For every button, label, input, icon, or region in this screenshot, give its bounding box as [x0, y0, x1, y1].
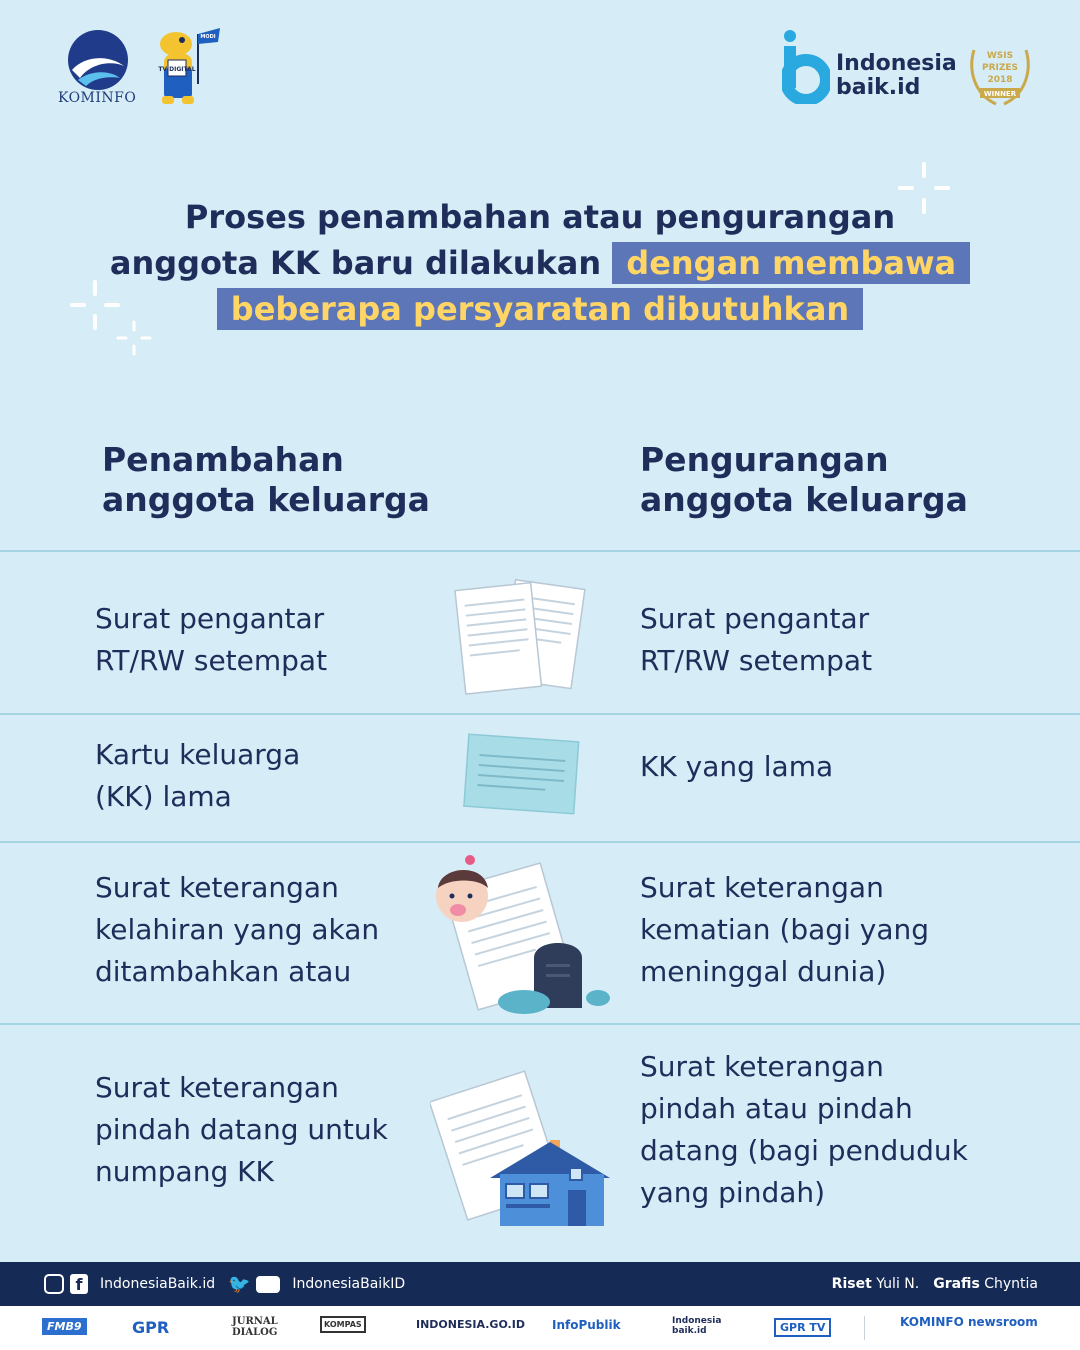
social-handle-1[interactable]: IndonesiaBaik.id: [100, 1276, 216, 1292]
youtube-icon[interactable]: [256, 1276, 280, 1293]
title-line-1: Proses penambahan atau pengurangan: [184, 198, 896, 236]
text-line: Surat pengantar: [640, 602, 870, 635]
text-line: Kartu keluarga: [95, 738, 301, 771]
partner-logo[interactable]: FMB9: [42, 1318, 87, 1335]
wsis-line2: PRIZES: [981, 63, 1019, 73]
mascot-badge: TV DIGITAL: [158, 66, 196, 73]
column-heading-pengurangan: [640, 440, 968, 520]
modi-mascot-icon: [146, 24, 222, 108]
text-line: numpang KK: [95, 1155, 274, 1188]
title-line-2-plain: anggota KK baru dilakukan: [109, 244, 602, 282]
partner-logo[interactable]: INDONESIA.GO.ID: [416, 1318, 525, 1331]
text-line: Surat pengantar: [95, 602, 325, 635]
footer-bar: [0, 1262, 1080, 1306]
partner-logo[interactable]: KOMINFO newsroom: [900, 1315, 1038, 1329]
text-line: Surat keterangan: [95, 1071, 339, 1104]
text-line: pindah datang untuk: [95, 1113, 388, 1146]
birth-death-certificate-icon: [430, 852, 610, 1018]
text-line: kelahiran yang akan: [95, 913, 380, 946]
row-divider: [0, 713, 1080, 715]
text-line: kematian (bagi yang: [640, 913, 929, 946]
requirement-left-3: [95, 867, 435, 993]
indonesia-baik-wordmark: [836, 52, 957, 100]
requirement-right-4: [640, 1046, 1040, 1214]
text-line: (KK) lama: [95, 780, 232, 813]
riset-name: Yuli N.: [876, 1276, 920, 1292]
row-divider: [0, 550, 1080, 552]
ib-line2: baik.id: [836, 75, 921, 100]
right-heading-line-1: Pengurangan: [640, 440, 889, 479]
social-handle-2[interactable]: IndonesiaBaikID: [292, 1276, 406, 1292]
text-line: RT/RW setempat: [95, 644, 328, 677]
requirement-right-1: [640, 598, 1040, 682]
requirement-left-2: [95, 734, 435, 818]
partner-logo[interactable]: GPR TV: [774, 1318, 831, 1337]
title-line-3: [0, 286, 1080, 332]
moving-house-document-icon: [430, 1068, 610, 1230]
text-line: KK yang lama: [640, 750, 834, 783]
wsis-line3: 2018: [987, 75, 1013, 85]
partner-logo[interactable]: InfoPublik: [552, 1318, 621, 1332]
riset-credit: [832, 1276, 920, 1292]
text-line: Surat keterangan: [640, 871, 884, 904]
text-line: Surat keterangan: [640, 1050, 884, 1083]
grafis-name: Chyntia: [984, 1276, 1038, 1292]
grafis-credit: [933, 1276, 1038, 1292]
requirement-right-2: [640, 746, 1040, 788]
indonesia-baik-logo-icon: [782, 30, 830, 104]
partner-logo[interactable]: KOMPAS: [320, 1316, 366, 1333]
right-heading-line-2: anggota keluarga: [640, 480, 968, 519]
row-divider: [0, 1023, 1080, 1025]
column-heading-penambahan: [102, 440, 430, 520]
wsis-prize-badge-icon: [966, 40, 1034, 110]
ib-line1: Indonesia: [836, 51, 957, 76]
text-line: meninggal dunia): [640, 955, 887, 988]
left-heading-line-1: Penambahan: [102, 440, 344, 479]
wsis-line4: WINNER: [983, 90, 1017, 98]
partner-logo[interactable]: GPR: [132, 1318, 170, 1337]
facebook-icon[interactable]: f: [70, 1274, 88, 1294]
title-line-2: [0, 240, 1080, 286]
page-title: [0, 194, 1080, 332]
requirement-left-1: [95, 598, 435, 682]
row-divider: [0, 841, 1080, 843]
text-line: pindah atau pindah: [640, 1092, 913, 1125]
text-line: Surat keterangan: [95, 871, 339, 904]
partner-logos-bar: [0, 1306, 1080, 1350]
partner-logo[interactable]: Indonesia baik.id: [672, 1316, 722, 1336]
left-heading-line-2: anggota keluarga: [102, 480, 430, 519]
requirement-left-4: [95, 1067, 435, 1193]
title-highlight-1: dengan membawa: [612, 242, 970, 284]
family-card-icon: [456, 730, 586, 826]
partner-divider: [864, 1316, 865, 1340]
text-line: ditambahkan atau: [95, 955, 352, 988]
social-group-2: [228, 1262, 405, 1306]
social-group-1: [44, 1262, 215, 1306]
text-line: datang (bagi penduduk: [640, 1134, 968, 1167]
requirement-right-3: [640, 867, 1040, 993]
text-line: yang pindah): [640, 1176, 826, 1209]
twitter-icon[interactable]: 🐦: [228, 1273, 251, 1295]
wsis-line1: WSIS: [986, 51, 1014, 61]
instagram-icon[interactable]: [44, 1274, 64, 1294]
title-highlight-2: beberapa persyaratan dibutuhkan: [217, 288, 863, 330]
grafis-label: Grafis: [933, 1276, 980, 1292]
mascot-flag: MODI: [200, 34, 216, 40]
riset-label: Riset: [831, 1276, 872, 1292]
kominfo-label: KOMINFO: [58, 90, 137, 106]
credits: [832, 1262, 1038, 1306]
documents-icon: [452, 576, 586, 702]
partner-logo[interactable]: JURNAL DIALOG: [232, 1316, 278, 1338]
text-line: RT/RW setempat: [640, 644, 873, 677]
